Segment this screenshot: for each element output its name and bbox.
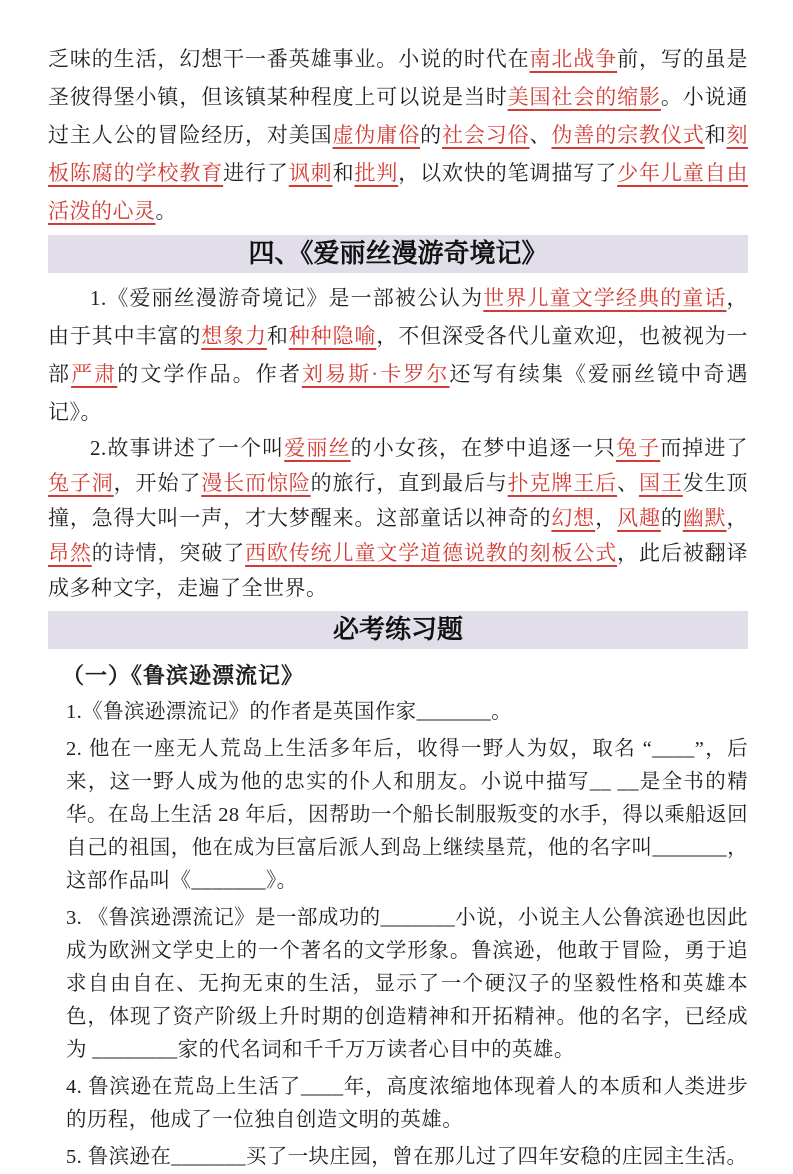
highlighted-term: 南北战争 [529,47,618,71]
practice-subtitle: （一）《鲁滨逊漂流记》 [62,663,305,688]
text-segment: 、 [617,471,639,495]
text-segment: ，不但深受各代儿童欢迎，也被视为一部 [48,324,749,386]
highlighted-term: 批判 [354,161,399,185]
highlighted-term: 讽刺 [288,161,333,185]
highlighted-term: 昂然 [48,541,92,565]
section-header-practice [48,611,748,649]
highlighted-term: 社会习俗 [441,123,530,147]
highlighted-term: 幽默 [682,506,727,530]
intro-paragraph [48,40,748,230]
highlighted-term: 爱丽丝 [284,436,351,460]
text-segment: 2.故事讲述了一个叫 [90,436,285,460]
text-segment: 还写有续集《爱丽丝镜中奇遇记》。 [48,362,749,424]
question-2: 2. 他在一座无人荒岛上生活多年后，收得一野人为奴，取名 “____”，后来，这一野人成为他的忠实的仆人和朋友。小说中描写__ __是全书的精华。在岛上生活 28 年后，因帮助一个船长制服叛变的水手，得以乘船返回自己的祖国，他在成为巨富后派人到岛上继续垦荒，他的名字叫_______，这部作品叫《_______》。 [66,738,748,892]
text-segment: 的诗情，突破了 [91,541,245,565]
highlighted-term: 西欧传统儿童文学道德说教的刻板公式 [245,541,618,565]
text-segment: 乏味的生活，幻想干一番英雄事业。小说的时代在 [48,47,530,71]
text-segment: 。小说通过主人公的冒险经历，对美国 [48,85,749,147]
text-segment: ，以欢快的笔调描写了 [398,161,618,185]
highlighted-term: 虚伪庸俗 [332,123,421,147]
highlighted-term: 种种隐喻 [288,324,377,348]
question-5: 5. 鲁滨逊在_______买了一块庄园，曾在那儿过了四年安稳的庄园主生活。 [66,1146,748,1168]
highlighted-term: 想象力 [201,324,267,348]
text-segment: 的旅行，直到最后与 [310,471,508,495]
text-segment: ，由于其中丰富的 [48,286,748,348]
text-segment: 、 [529,123,552,147]
text-segment: 和 [266,324,289,348]
highlighted-term: 世界儿童文学经典的童话 [483,286,727,310]
text-segment: 的 [660,506,683,530]
section-header-alice [48,235,748,273]
alice-paragraph-1 [48,279,748,431]
highlighted-term: 风趣 [617,506,661,530]
alice-paragraph-2 [48,431,748,606]
highlighted-term: 幻想 [551,506,596,530]
text-segment: 的 [420,123,442,147]
highlighted-term: 严肃 [71,362,118,386]
text-segment: 的小女孩，在梦中追逐一只 [350,436,616,460]
question-3: 3. 《鲁滨逊漂流记》是一部成功的_______小说，小说主人公鲁滨逊也因此成为欧洲文学史上的一个著名的文学形象。鲁滨逊，他敢于冒险，勇于追求自由自在、无拘无束的生活，显示了一个硬汉子的坚毅性格和英雄本色，体现了资产阶级上升时期的创造精神和开拓精神。他的名字，已经成为 ________家的代名词和千千万万读者心目中的英雄。 [66,907,748,1061]
text-segment: ， [595,506,618,530]
text-segment: 1.《爱丽丝漫游奇境记》是一部被公认为 [90,286,484,310]
highlighted-term: 伪善的宗教仪式 [551,123,705,147]
text-segment: 发生顶撞，急得大叫一声，才大梦醒来。这部童话以神奇的 [48,471,749,530]
text-segment: 而掉进了 [660,436,749,460]
highlighted-term: 兔子洞 [48,471,114,495]
highlighted-term: 刻板陈腐的学校教育 [48,123,749,185]
highlighted-term: 刘易斯·卡罗尔 [301,362,450,386]
text-segment: ，此后被翻译成多种文字，走遍了全世界。 [48,541,749,600]
highlighted-term: 少年儿童自由活泼的心灵 [48,161,749,223]
text-segment: 进行了 [223,161,289,185]
text-segment: ，开始了 [113,471,202,495]
question-4: 4. 鲁滨逊在荒岛上生活了____年，高度浓缩地体现着人的本质和人类进步的历程，他成了一位独自创造文明的英雄。 [66,1076,748,1131]
section-header-alice-title: 四、《爱丽丝漫游奇境记》 [248,239,548,268]
text-segment: 。 [155,199,177,223]
highlighted-term: 兔子 [615,436,661,460]
highlighted-term: 扑克牌王后 [507,471,618,495]
text-segment: ， [726,506,749,530]
question-1: 1.《鲁滨逊漂流记》的作者是英国作家_______。 [66,701,513,723]
text-segment: 的文学作品。作者 [117,362,302,386]
text-segment: 和 [332,161,355,185]
section-header-practice-title: 必考练习题 [332,615,463,644]
text-segment: 前，写的虽是圣彼得堡小镇，但该镇某种程度上可以说是当时 [48,47,749,109]
highlighted-term: 国王 [638,471,683,495]
text-segment: 和 [704,123,727,147]
highlighted-term: 美国社会的缩影 [507,85,661,109]
highlighted-term: 漫长而惊险 [201,471,311,495]
